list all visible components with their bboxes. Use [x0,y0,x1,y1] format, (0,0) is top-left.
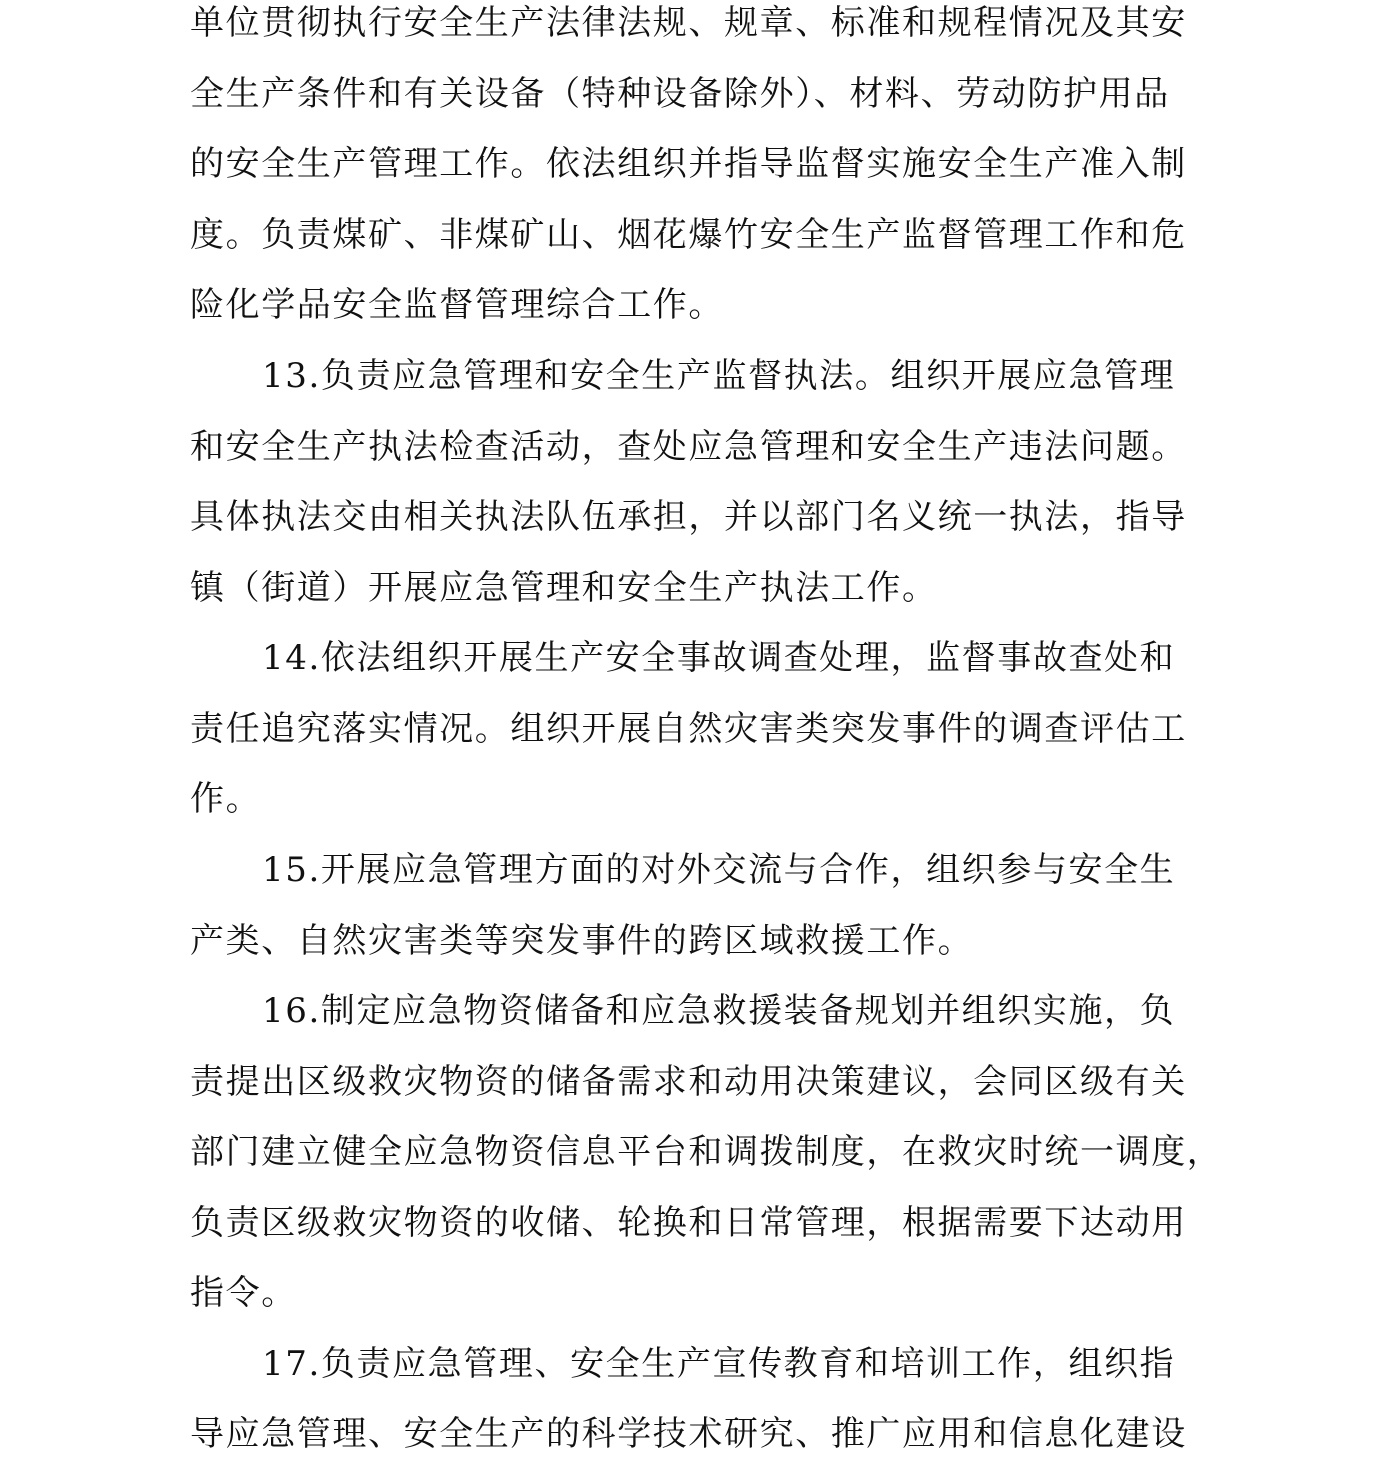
paragraph-start-15: 15.开展应急管理方面的对外交流与合作，组织参与安全生 [262,850,1176,890]
text-line: 和安全生产执法检查活动，查处应急管理和安全生产违法问题。 [190,427,1187,467]
text-line: 单位贯彻执行安全生产法律法规、规章、标准和规程情况及其安 [190,3,1187,43]
paragraph-start-13: 13.负责应急管理和安全生产监督执法。组织开展应急管理 [262,356,1176,396]
text-line: 的安全生产管理工作。依法组织并指导监督实施安全生产准入制 [190,144,1187,184]
text-line: 责任追究落实情况。组织开展自然灾害类突发事件的调查评估工 [190,709,1187,749]
text-line: 全生产条件和有关设备（特种设备除外）、材料、劳动防护用品 [190,74,1170,114]
text-line: 度。负责煤矿、非煤矿山、烟花爆竹安全生产监督管理工作和危 [190,215,1187,255]
paragraph-start-14: 14.依法组织开展生产安全事故调查处理，监督事故查处和 [262,638,1176,678]
text-line: 作。 [190,779,262,819]
text-line: 导应急管理、安全生产的科学技术研究、推广应用和信息化建设 [190,1414,1187,1454]
text-line: 镇（街道）开展应急管理和安全生产执法工作。 [190,568,938,608]
paragraph-start-17: 17.负责应急管理、安全生产宣传教育和培训工作，组织指 [262,1344,1176,1384]
paragraph-start-16: 16.制定应急物资储备和应急救援装备规划并组织实施，负 [262,991,1176,1031]
text-line: 产类、自然灾害类等突发事件的跨区域救援工作。 [190,921,974,961]
text-line: 责提出区级救灾物资的储备需求和动用决策建议，会同区级有关 [190,1062,1187,1102]
text-line: 险化学品安全监督管理综合工作。 [190,285,724,325]
text-line: 指令。 [190,1273,297,1313]
text-line: 负责区级救灾物资的收储、轮换和日常管理，根据需要下达动用 [190,1203,1187,1243]
text-line: 部门建立健全应急物资信息平台和调拨制度，在救灾时统一调度， [190,1132,1223,1172]
text-line: 具体执法交由相关执法队伍承担，并以部门名义统一执法，指导 [190,497,1187,537]
